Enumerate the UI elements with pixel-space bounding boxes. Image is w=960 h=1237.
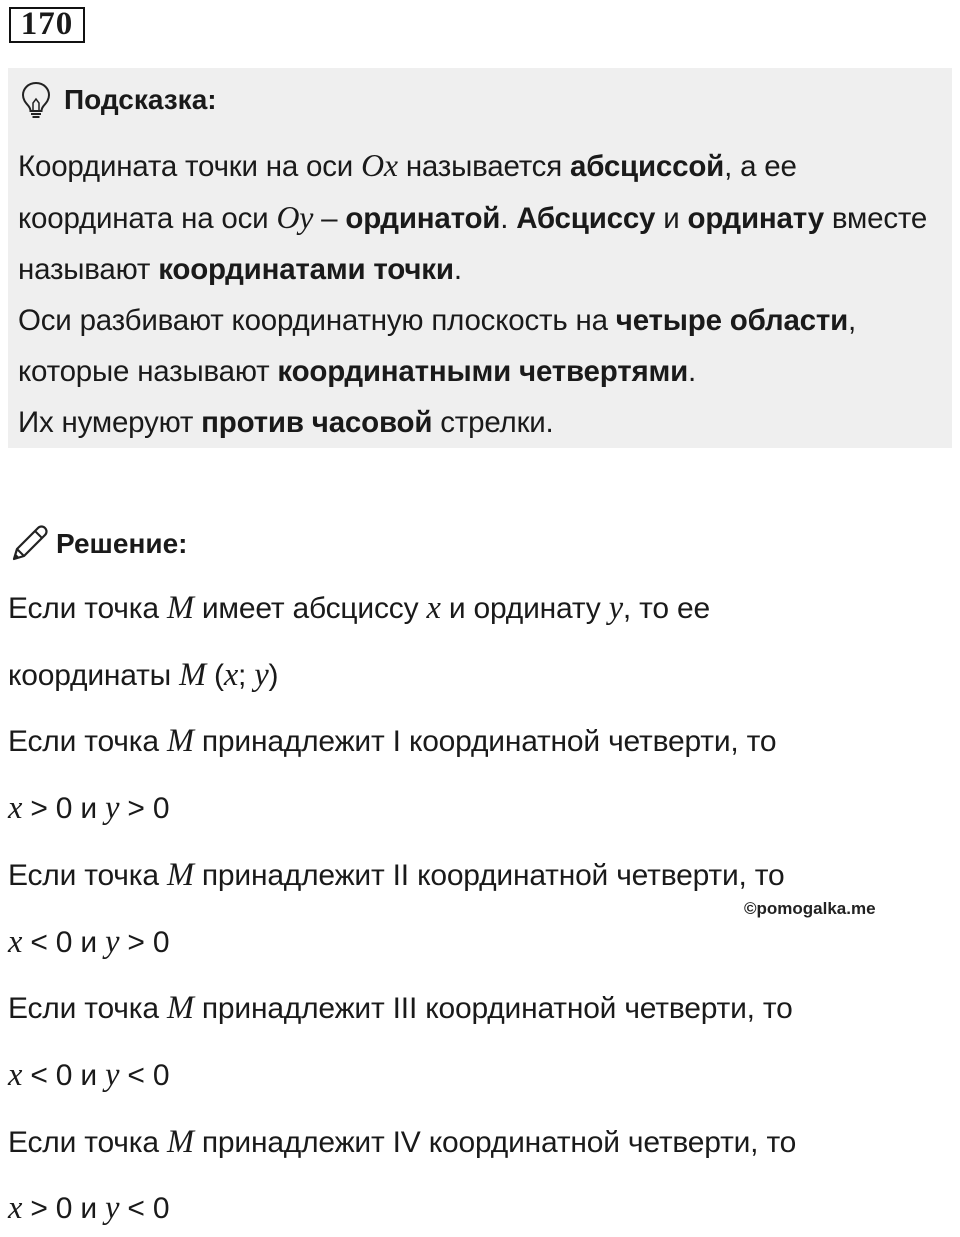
quadrant-1-result: x > 0 и y > 0 (8, 790, 170, 826)
hint-header (20, 80, 217, 120)
quadrant-2-result: x < 0 и y > 0 (8, 924, 170, 960)
hint-box (8, 68, 952, 448)
hint-text (18, 140, 943, 448)
lightbulb-icon (20, 81, 52, 119)
quadrant-2-condition: Если точка M принадлежит II координатной четверти, то (8, 857, 785, 893)
hint-title: Подсказка: (64, 84, 217, 115)
quadrant-4-condition: Если точка M принадлежит IV координатной четверти, то (8, 1124, 797, 1160)
solution-header (8, 522, 187, 566)
quadrant-4-result: x > 0 и y < 0 (8, 1190, 170, 1226)
quadrant-3-condition: Если точка M принадлежит III координатной четверти, то (8, 990, 793, 1026)
solution-intro-line-2: координаты M (x; y) (8, 657, 279, 693)
task-number: 170 (9, 7, 85, 43)
solution-title: Решение: (56, 528, 188, 559)
pencil-icon (8, 523, 50, 565)
hint-paragraph-1: Координата точки на оси Ox называется абсциссой, а ее координата на оси Oy – ординатой. Абсциссу и ординату вместе называют координатами точки. (18, 148, 928, 286)
solution-intro-line-1: Если точка M имеет абсциссу x и ординату y, то ее (8, 590, 710, 626)
watermark: ©pomogalka.me (744, 899, 876, 918)
hint-paragraph-2: Оси разбивают координатную плоскость на четыре области, которые называют координатными четвертями. (18, 304, 857, 388)
quadrant-3-result: x < 0 и y < 0 (8, 1057, 170, 1093)
quadrant-1-condition: Если точка M принадлежит I координатной четверти, то (8, 723, 777, 759)
hint-paragraph-3: Их нумеруют против часовой стрелки. (18, 406, 554, 439)
